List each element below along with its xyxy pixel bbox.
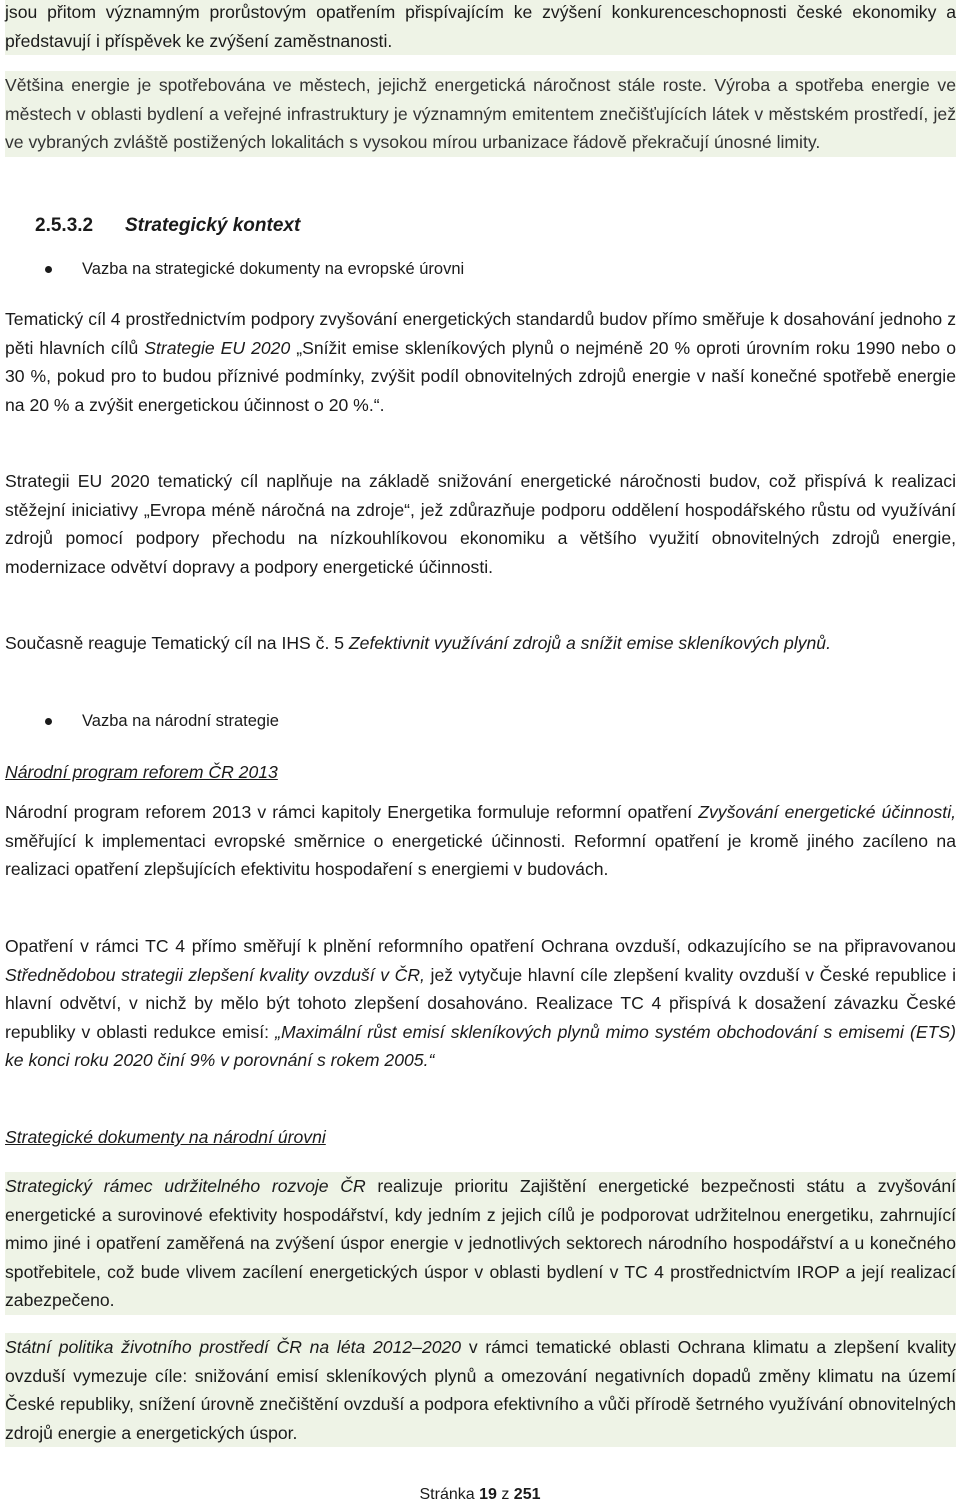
paragraph-eu2020-initiative: Strategii EU 2020 tematický cíl naplňuje na základě snižování energetické náročnosti budov, což přispívá k realizaci stěžejní iniciativy „Evropa méně náročná na zdroje“, jež zdůrazňuje podporu oddělení hospodářského růstu od využívání zdrojů pomocí podpory přechodu na nízkouhlíkovou ekonomiku a většího využití obnovitelných zdrojů energie, modernizace odvětví dopravy a podpory energetické účinnosti. <box>5 471 956 577</box>
bullet-eu-level <box>5 256 956 282</box>
bullet-national <box>5 708 956 734</box>
bullet-label: Vazba na národní strategie <box>82 712 279 730</box>
section-title: Strategický kontext <box>125 215 301 236</box>
paragraph-intro-tail: jsou přitom významným prorůstovým opatřením přispívajícím ke zvýšení konkurenceschopnosti české ekonomiky a představují i příspěvek ke zvýšení zaměstnanosti. <box>5 0 956 55</box>
paragraph-tc4-eu2020: Tematický cíl 4 prostřednictvím podpory zvyšování energetických standardů budov přímo směřuje k dosahování jednoho z pěti hlavních cílů Strategie EU 2020 „Snížit emise skleníkových plynů o nejméně 20 % oproti úrovním roku 1990 nebo o 30 %, pokud pro to budou příznivé podmínky, zvýšit podíl obnovitelných zdrojů energie v naší konečné spotřebě energie na 20 % a zvýšit energetickou účinnost o 20 %.“. <box>5 309 956 415</box>
heading-npr-2013: Národní program reforem ČR 2013 <box>5 762 278 782</box>
heading-national-docs: Strategické dokumenty na národní úrovni <box>5 1127 326 1147</box>
footer-of: z <box>501 1486 510 1503</box>
page-footer <box>0 1486 960 1504</box>
footer-label: Stránka <box>419 1486 475 1503</box>
bullet-icon <box>45 266 52 273</box>
paragraph-npr-energy: Národní program reforem 2013 v rámci kapitoly Energetika formuluje reformní opatření Zvyšování energetické účinnosti, směřující k implementaci evropské směrnice o energetické účinnosti. Reformní opatření je kromě jiného zacíleno na realizaci opatření zlepšujících efektivitu hospodaření s energiemi v budovách. <box>5 802 956 880</box>
paragraph-energy-cities: Většina energie je spotřebována ve městech, jejichž energetická náročnost stále roste. Výroba a spotřeba energie ve městech v oblasti bydlení a veřejné infrastruktury je významným emitentem znečišťujících látek v městském prostředí, jež ve vybraných zvláště postižených lokalitách s vysokou mírou urbanizace řádově překračují únosné limity. <box>5 71 956 157</box>
footer-page-number: 19 <box>479 1486 497 1503</box>
paragraph-environment-policy: Státní politika životního prostředí ČR na léta 2012–2020 v rámci tematické oblasti Ochrana klimatu a zlepšení kvality ovzduší vymezuje cíle: snižování emisí skleníkových plynů a omezování negativních dopadů změny klimatu na území České republiky, snížení úrovně znečištění ovzduší a podpora efektivního a vůči přírodě šetrného využívání obnovitelných zdrojů energie a energetických úspor. <box>5 1333 956 1447</box>
section-heading <box>5 212 956 240</box>
footer-total-pages: 251 <box>513 1486 541 1503</box>
bullet-label: Vazba na strategické dokumenty na evropské úrovni <box>82 260 465 278</box>
section-number: 2.5.3.2 <box>35 215 94 236</box>
paragraph-sustainable-framework: Strategický rámec udržitelného rozvoje ČR realizuje prioritu Zajištění energetické bezpečnosti státu a zvyšování energetické a surovinové efektivity hospodářství, kdy jedním z jejich cílů je podporovat udržitelnou energetiku, zahrnující mimo jiné i opatření zaměřená na zvýšení úspor energie v jednotlivých sektorech národního hospodářství a u konečného spotřebitele, což bude vlivem zacílení energetických úspor v oblasti bydlení v TC 4 prostřednictvím IROP a její realizací zabezpečeno. <box>5 1172 956 1315</box>
paragraph-ihs5: Současně reaguje Tematický cíl na IHS č. 5 Zefektivnit využívání zdrojů a snížit emise skleníkových plynů. <box>5 633 831 653</box>
paragraph-air-protection: Opatření v rámci TC 4 přímo směřují k plnění reformního opatření Ochrana ovzduší, odkazujícího se na připravovanou Střednědobou strategii zlepšení kvality ovzduší v ČR, jež vytyčuje hlavní cíle zlepšení kvality ovzduší v České republice i hlavní odvětví, v nichž by mělo být tohoto zlepšení dosahováno. Realizace TC 4 přispívá k dosažení závazku České republiky v oblasti redukce emisí: „Maximální růst emisí skleníkových plynů mimo systém obchodování s emisemi (ETS) ke konci roku 2020 činí 9% v porovnání s rokem 2005.“ <box>5 936 956 1071</box>
bullet-icon <box>45 718 52 725</box>
